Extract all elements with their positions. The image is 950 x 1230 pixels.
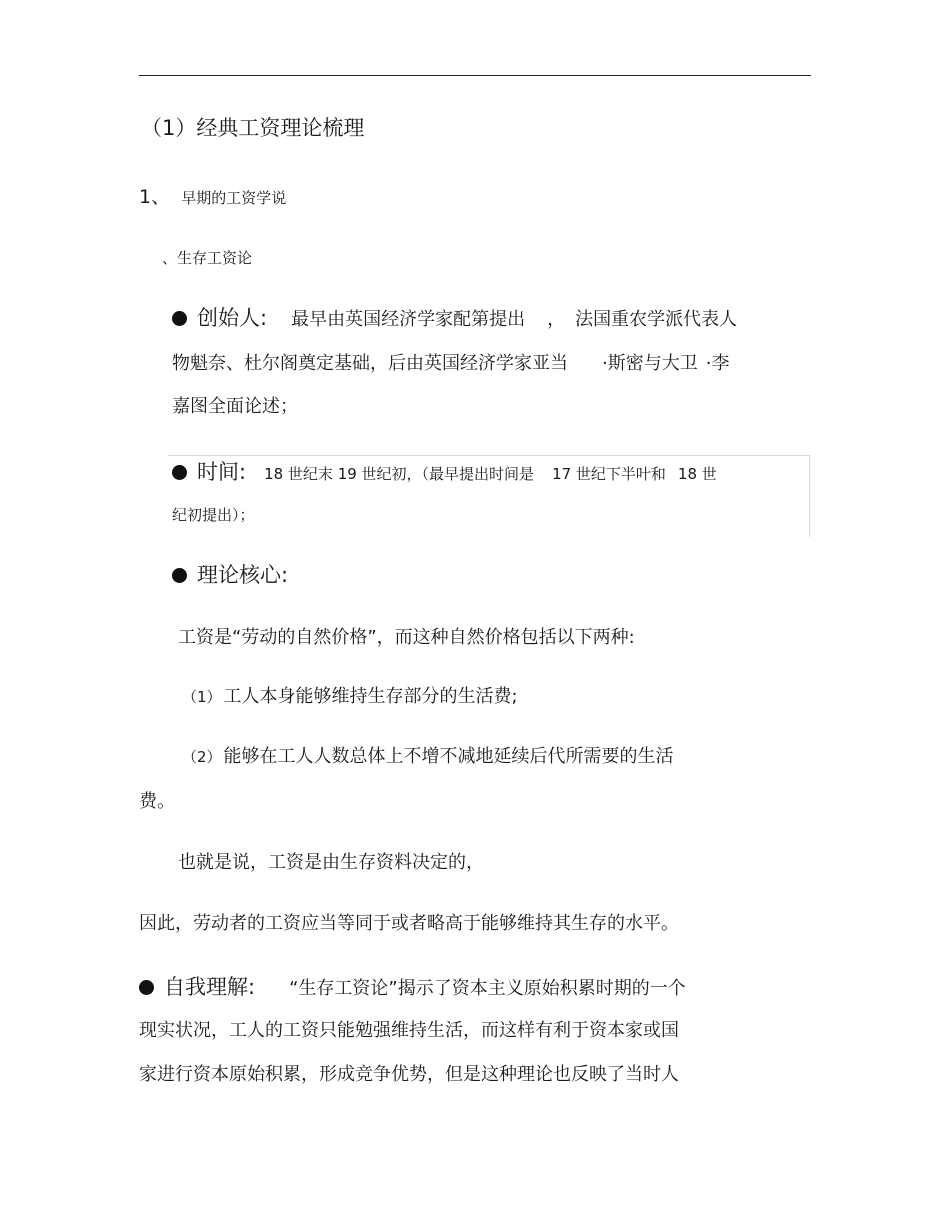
understanding-text-1: “生存工资论”揭示了资本主义原始积累时期的一个 bbox=[289, 978, 686, 999]
time-text-1b: 17 世纪下半叶和 bbox=[552, 465, 666, 483]
core-summary-2: 因此，劳动者的工资应当等同于或者略高于能够维持其生存的水平。 bbox=[139, 913, 679, 934]
bullet-icon bbox=[172, 465, 187, 480]
item-1-number: （1） bbox=[182, 688, 222, 706]
section-number: 1、 bbox=[139, 186, 171, 208]
core-label: 理论核心: bbox=[197, 563, 289, 587]
understanding-line-2: 现实状况，工人的工资只能勉强维持生活，而这样有利于资本家或国 bbox=[139, 1020, 679, 1041]
understanding-label: 自我理解: bbox=[164, 975, 256, 999]
bullet-icon bbox=[172, 568, 187, 583]
founder-label: 创始人: bbox=[197, 306, 268, 330]
core-summary-1: 也就是说，工资是由生存资料决定的， bbox=[178, 852, 484, 873]
frame-right-line bbox=[809, 455, 810, 537]
founder-line-1 bbox=[172, 308, 737, 329]
founder-line-2 bbox=[172, 355, 729, 373]
core-item-1 bbox=[182, 688, 518, 706]
header-rule bbox=[139, 75, 811, 76]
core-intro: 工资是“劳动的自然价格”，而这种自然价格包括以下两种: bbox=[178, 627, 635, 648]
founder-text-2c: ·李 bbox=[705, 353, 730, 374]
core-heading bbox=[172, 565, 288, 586]
time-line-2: 纪初提出）； bbox=[172, 506, 255, 524]
frame-top-line bbox=[168, 455, 810, 456]
time-text-1c: 18 世 bbox=[677, 465, 717, 483]
time-text-1: 18 世纪末 19 世纪初，（最早提出时间是 bbox=[264, 465, 535, 483]
subsection-heading: 、生存工资论 bbox=[162, 249, 253, 267]
bullet-icon bbox=[172, 311, 187, 326]
item-2-text: 能够在工人人数总体上不增不减地延续后代所需要的生活 bbox=[223, 746, 674, 767]
time-label: 时间: bbox=[197, 460, 247, 484]
document-heading: （1）经典工资理论梳理 bbox=[141, 116, 365, 140]
understanding-line-1 bbox=[139, 977, 686, 998]
item-2-number: （2） bbox=[182, 748, 222, 766]
core-item-2 bbox=[182, 748, 674, 766]
founder-line-3: 嘉图全面论述； bbox=[172, 396, 298, 417]
founder-sep: ， bbox=[547, 309, 566, 330]
core-item-2-cont: 费。 bbox=[139, 791, 175, 812]
time-line-1 bbox=[172, 462, 717, 483]
founder-text-2a: 物魁奈、杜尔阁奠定基础，后由英国经济学家亚当 bbox=[172, 353, 568, 374]
section-title: 早期的工资学说 bbox=[181, 189, 287, 207]
understanding-line-3: 家进行资本原始积累，形成竞争优势，但是这种理论也反映了当时人 bbox=[139, 1064, 679, 1085]
item-1-text: 工人本身能够维持生存部分的生活费; bbox=[223, 686, 518, 707]
founder-text-1: 最早由英国经济学家配第提出 bbox=[291, 309, 526, 330]
founder-text-1-tail: 法国重农学派代表人 bbox=[575, 309, 738, 330]
bullet-icon bbox=[139, 980, 154, 995]
section-heading bbox=[139, 188, 286, 207]
founder-text-2b: ·斯密与大卫 bbox=[602, 353, 698, 374]
